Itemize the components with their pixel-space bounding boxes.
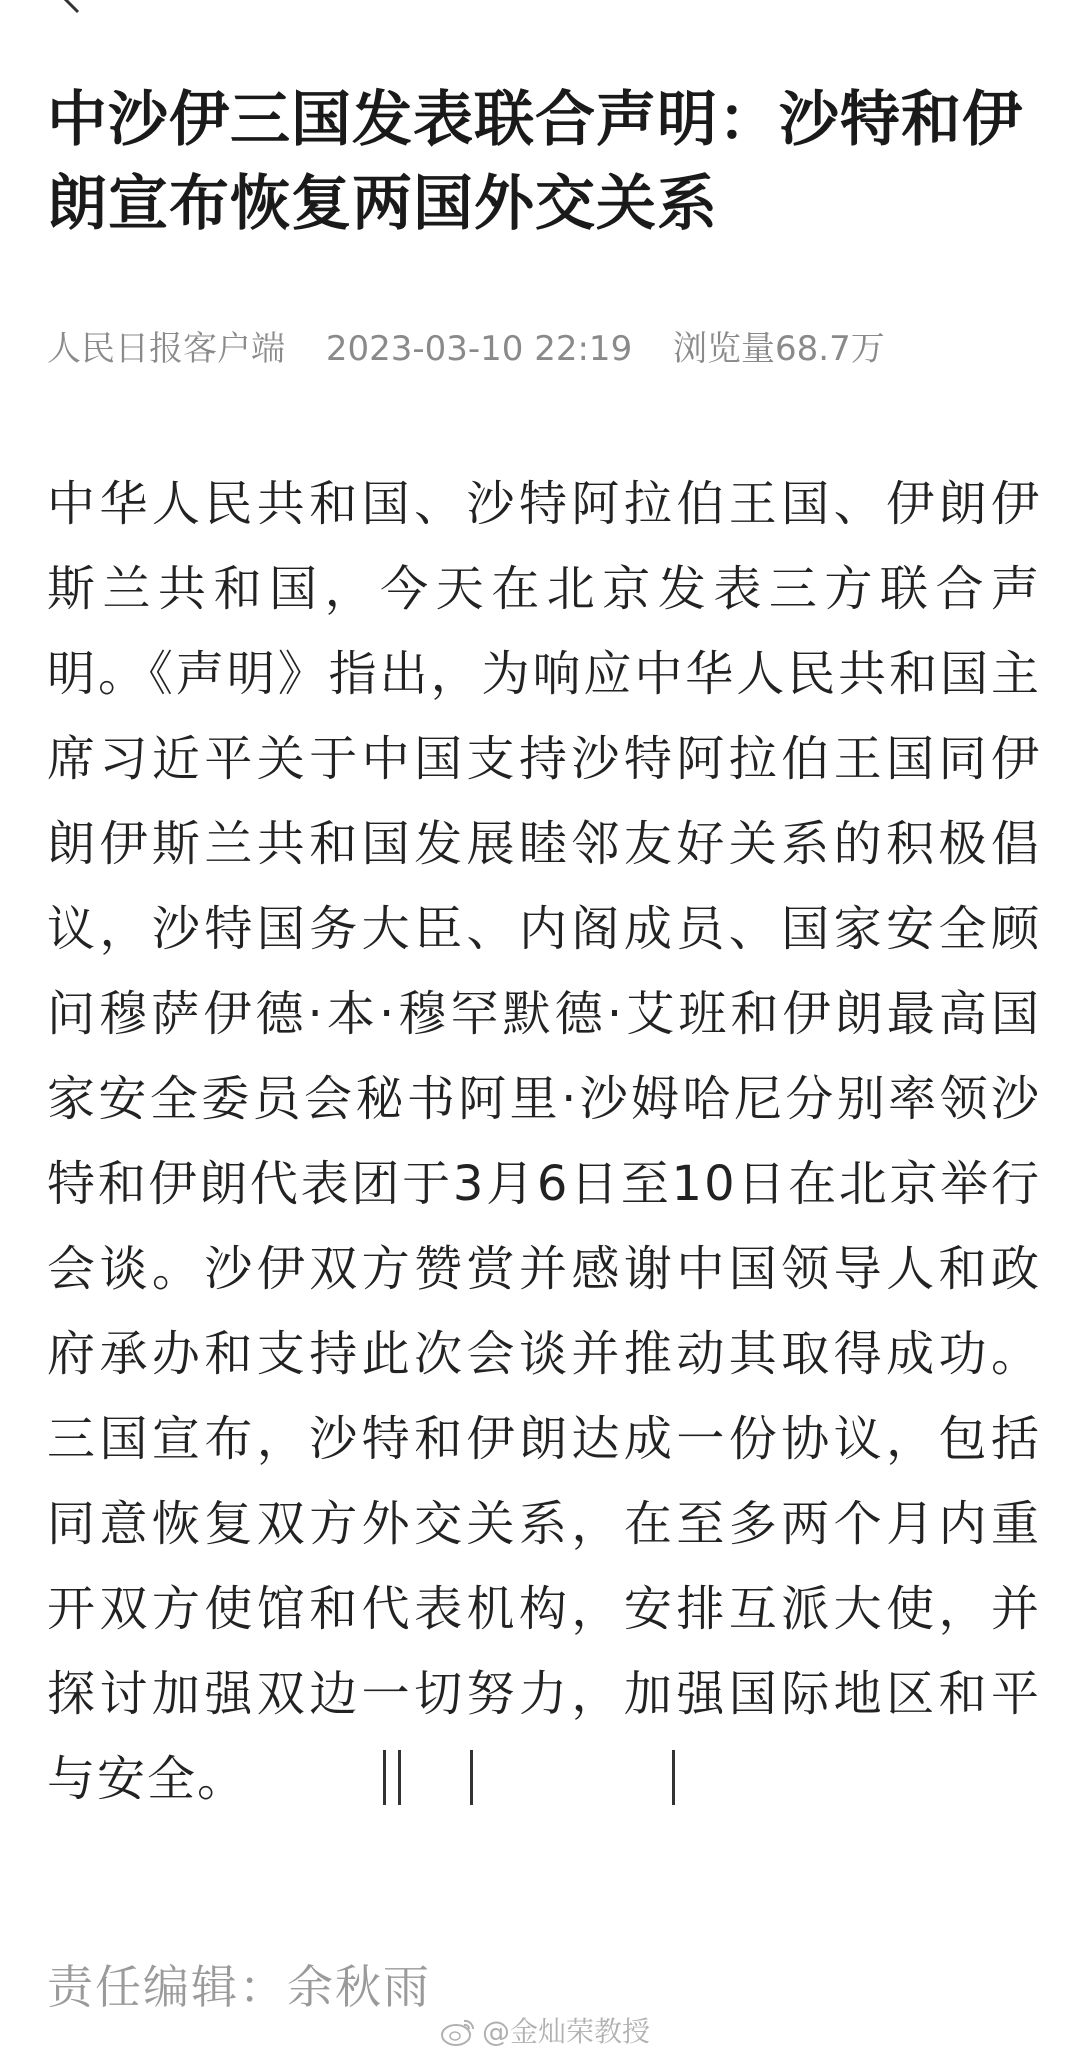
article-views: 浏览量68.7万	[673, 329, 885, 369]
obscured-mark	[470, 1750, 473, 1805]
responsible-editor: 责任编辑：余秋雨	[47, 1960, 431, 2014]
back-arrow-icon[interactable]	[58, 0, 86, 14]
watermark	[440, 2012, 650, 2052]
obscured-mark	[398, 1750, 401, 1805]
obscured-mark	[383, 1750, 386, 1805]
article-meta	[47, 325, 915, 373]
watermark-text: @金灿荣教授	[482, 2015, 651, 2048]
obscured-mark	[672, 1750, 675, 1805]
article-body: 中华人民共和国、沙特阿拉伯王国、伊朗伊斯兰共和国，今天在北京发表三方联合声明。《声明》指出，为响应中华人民共和国主席习近平关于中国支持沙特阿拉伯王国同伊朗伊斯兰共和国发展睦邻友好关系的积极倡议，沙特国务大臣、内阁成员、国家安全顾问穆萨伊德·本·穆罕默德·艾班和伊朗最高国家安全委员会秘书阿里·沙姆哈尼分别率领沙特和伊朗代表团于3月6日至10日在北京举行会谈。沙伊双方赞赏并感谢中国领导人和政府承办和支持此次会谈并推动其取得成功。三国宣布，沙特和伊朗达成一份协议，包括同意恢复双方外交关系，在至多两个月内重开双方使馆和代表机构，安排互派大使，并探讨加强双边一切努力，加强国际地区和平与安全。	[47, 476, 1041, 1807]
article-source[interactable]: 人民日报客户端	[47, 329, 285, 369]
weibo-icon	[440, 2017, 476, 2047]
obscured-text-region	[370, 1745, 880, 1817]
article-title: 中沙伊三国发表联合声明：沙特和伊朗宣布恢复两国外交关系	[47, 85, 1023, 239]
article-datetime: 2023-03-10 22:19	[325, 329, 633, 369]
